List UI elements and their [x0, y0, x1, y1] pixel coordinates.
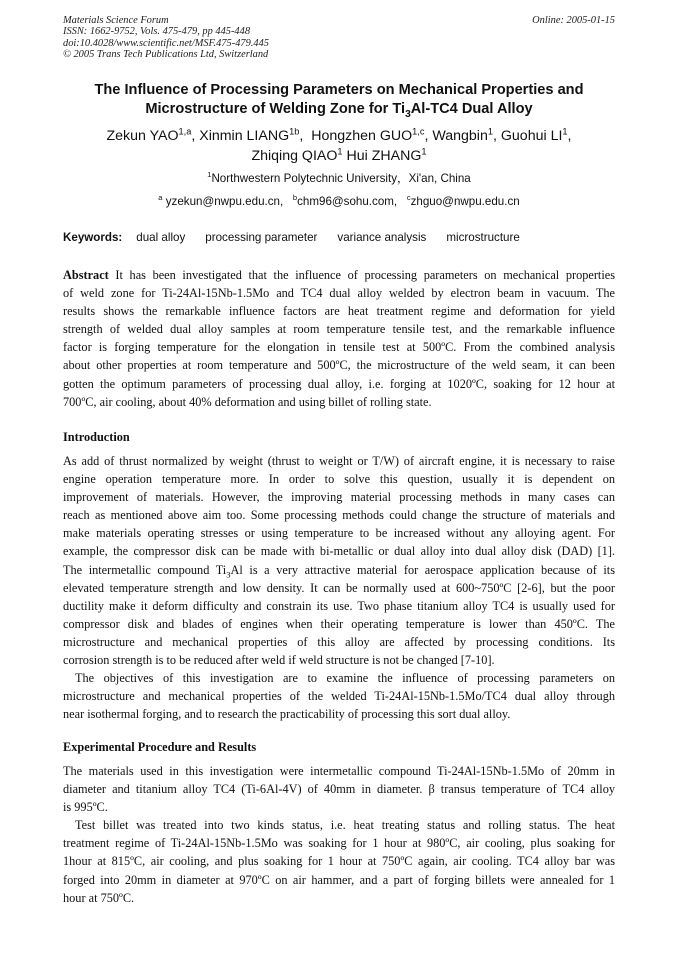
author-name: Hongzhen GUO — [311, 128, 413, 144]
introduction-heading: Introduction — [63, 430, 130, 444]
email-mark: c — [406, 193, 411, 203]
abstract-label: Abstract — [63, 268, 109, 282]
intro-line: corrosion strength is to be reduced after weld if weld structure is not be changed [7-10]. — [63, 653, 495, 668]
author-affil-mark: 1,c — [412, 126, 425, 137]
affiliation — [40, 172, 638, 186]
experimental-line: The materials used in this investigation were intermetallic compound Ti-24Al-15Nb-1.5Mo of 20mm in — [63, 764, 615, 778]
abstract-line: gotten the optimum parameters of processing dual alloy, i.e. forging at 1020ºC, soaking for 12 hour at — [63, 376, 615, 391]
intro-text: Al is a very attractive material for aerospace application because of its — [230, 562, 615, 577]
author-name: Zekun YAO — [106, 128, 179, 144]
keywords — [63, 231, 615, 245]
copyright-line: © 2005 Trans Tech Publications Ltd, Switzerland — [63, 49, 269, 61]
email-link[interactable]: chm96@sohu.com, — [297, 195, 398, 208]
experimental-line: 1hour at 815ºC, air cooling, and plus soaking for 1 hour at 750ºC again, air cooling. TC4 alloy bar was — [63, 854, 615, 869]
author-name: Xinmin LIANG — [199, 128, 290, 144]
experimental-line: diameter and titanium alloy TC4 (Ti-6Al-4V) of 40mm in diameter. β transus temperature of TC4 alloy — [63, 782, 615, 797]
abstract-line: of weld zone for Ti-24Al-15Nb-1.5Mo and TC4 dual alloy welded by electron beam in vacuum. The — [63, 286, 615, 301]
experimental-line: Test billet was treated into two kinds status, i.e. heat treating status and rolling status. The heat — [75, 818, 615, 833]
experimental-line: treatment regime of Ti-24Al-15Nb-1.5Mo was soaking for 1 hour at 980ºC, air cooling, plus soaking for — [63, 836, 615, 851]
abstract-line: strength of welded dual alloy samples at room temperature tensile test, and the remarkable influence — [63, 322, 615, 337]
abstract-line-1 — [63, 266, 615, 284]
intro-line: near isothermal forging, and to research the practicability of processing this sort dual alloy. — [63, 707, 511, 722]
abstract-section — [63, 266, 615, 411]
intro-line — [63, 561, 615, 579]
title-line-2 — [40, 100, 638, 119]
author-affil-mark: 1b — [289, 126, 300, 137]
author-affil-mark: 1 — [487, 126, 493, 137]
introduction-section — [63, 452, 615, 723]
abstract-line: about other properties at room temperature and 500ºC, the microstructure of the weld seam, it can been — [63, 358, 615, 373]
intro-line: example, the compressor disk can be made with bi-metallic or dual alloy into dual alloy disk (DAD) [1]. — [63, 544, 615, 559]
title-subscript: 3 — [405, 108, 411, 120]
experimental-line: is 995ºC. — [63, 800, 108, 815]
issn-line: ISSN: 1662-9752, Vols. 475-479, pp 445-448 — [63, 26, 251, 38]
experimental-line: forged into 20mm in diameter at 970ºC on air hammer, and a part of forging billets were annealed for 1 — [63, 872, 615, 887]
keyword-item: microstructure — [446, 231, 520, 244]
affiliation-text: Northwestern Polytechnic University，Xi'an, China — [211, 172, 471, 185]
abstract-line: results shows the remarkable influence factors are heat treatment regime and deformation for yield — [63, 304, 615, 319]
author-affil-mark: 1 — [421, 146, 427, 157]
author-affil-mark: 1,a — [178, 126, 192, 137]
experimental-heading: Experimental Procedure and Results — [63, 740, 257, 754]
email-mark: b — [292, 193, 298, 203]
intro-subscript: 3 — [226, 569, 231, 580]
abstract-text: It has been investigated that the influence of processing parameters on mechanical properties — [115, 268, 615, 282]
experimental-section — [63, 762, 615, 907]
keyword-item: dual alloy — [136, 231, 186, 244]
title-line-1: The Influence of Processing Parameters on Mechanical Properties and — [94, 82, 584, 98]
author-line-2 — [40, 146, 638, 166]
online-date: Online: 2005-01-15 — [532, 15, 615, 26]
author-name: Hui ZHANG — [346, 148, 422, 164]
abstract-line: factor is forging temperature for the elongation in tensile test at 500ºC. From the combined analysis — [63, 340, 615, 355]
intro-line: As add of thrust normalized by weight (thrust to weight or T/W) of aircraft engine, it is necessary to raise — [63, 454, 615, 468]
experimental-line: hour at 750ºC. — [63, 890, 135, 905]
intro-line: compressor disk and blades of engines when their operating temperature is lower than 450ºC. The — [63, 616, 615, 631]
running-header — [63, 15, 615, 61]
title-line-2-part-a: Microstructure of Welding Zone for Ti — [145, 101, 406, 117]
intro-line: microstructure and mechanical properties of this alloy are affected by processing conditions. Its — [63, 634, 615, 649]
paper-title — [40, 81, 638, 119]
author-name: Wangbin — [432, 128, 488, 144]
author-name: Guohui LI — [500, 128, 563, 144]
keyword-item: variance analysis — [337, 231, 427, 244]
doi-line: doi:10.4028/www.scientific.net/MSF.475-479.445 — [63, 37, 269, 49]
intro-line: make materials operating stresses or using temperature to be increased without any alloying agent. For — [63, 526, 615, 541]
email-mark: a — [158, 193, 163, 203]
email-line — [40, 195, 638, 209]
author-name: Zhiqing QIAO — [251, 148, 338, 164]
keywords-label: Keywords: — [63, 231, 123, 244]
abstract-line: 700ºC, air cooling, about 40% deformation and using billet of rolling state. — [63, 394, 432, 409]
keyword-item: processing parameter — [205, 231, 318, 244]
author-affil-mark: 1 — [337, 146, 343, 157]
affiliation-mark: 1 — [207, 170, 212, 180]
author-list — [40, 126, 638, 166]
intro-line: microstructure and mechanical properties of the welded Ti-24Al-15Nb-1.5Mo/TC4 dual alloy through — [63, 689, 615, 704]
intro-line: engine operation temperature more. In order to solve this question, usually it is dependent on — [63, 472, 615, 487]
intro-line: improvement of materials. However, the improving material processing methods in many cases can — [63, 490, 615, 505]
intro-line: reach as mentioned above aim too. Some processing methods could change the structure of materials and — [63, 508, 615, 523]
author-affil-mark: 1 — [562, 126, 568, 137]
intro-line: ductility make it deform difficulty and constrain its use. Two phase titanium alloy TC4 is usually used for — [63, 598, 615, 613]
intro-line: elevated temperature strength and low density. It can be normally used at 600~750ºC [2-6], but the poor — [63, 580, 615, 595]
email-link[interactable]: yzekun@nwpu.edu.cn, — [165, 195, 284, 208]
journal-name: Materials Science Forum — [63, 15, 169, 26]
intro-line: The objectives of this investigation are to examine the influence of processing parameters on — [75, 671, 615, 686]
email-link[interactable]: zhguo@nwpu.edu.cn — [410, 195, 520, 208]
title-line-2-part-b: Al-TC4 Dual Alloy — [410, 101, 533, 117]
intro-text: The intermetallic compound Ti — [63, 562, 227, 577]
author-line-1: Zekun YAO$^{1,a}$, Xinmin $LIANG^{1b}$, Hongzhen GUO$^{1,c}$, Wangbin$^1$, Guohui $LI^1$, — [106, 126, 572, 144]
